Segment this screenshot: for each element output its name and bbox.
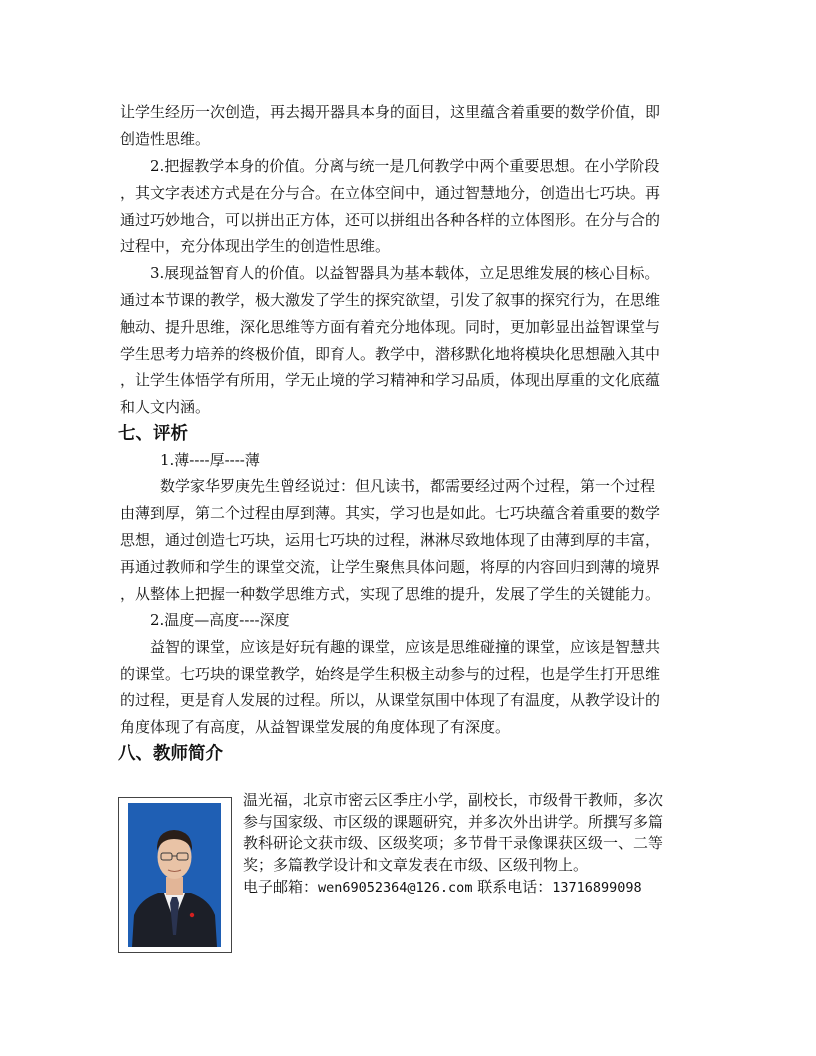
phone-label: 联系电话： <box>472 878 553 896</box>
paragraph-line: 角度体现了有高度，从益智课堂发展的角度体现了有深度。 <box>120 718 511 736</box>
paragraph-line: 3.展现益智育人的价值。以益智器具为基本载体，立足思维发展的核心目标。 <box>150 264 660 282</box>
bio-line: 参与国家级、市区级的课题研究，并多次外出讲学。所撰写多篇 <box>243 813 664 831</box>
email-label: 电子邮箱： <box>243 878 319 896</box>
email-link[interactable]: wen69052364@126.com <box>318 880 473 896</box>
paragraph-line: 和人文内涵。 <box>120 398 211 416</box>
contact-line <box>243 877 703 900</box>
paragraph-line: 的课堂。七巧块的课堂教学，始终是学生积极主动参与的过程，也是学生打开思维 <box>120 665 661 683</box>
phone-number: 13716899098 <box>552 880 642 896</box>
paragraph-line: ，让学生体悟学有所用，学无止境的学习精神和学习品质，体现出厚重的文化底蕴 <box>120 371 661 389</box>
subheading: 1.薄----厚----薄 <box>160 451 260 469</box>
section-heading-review: 七、评析 <box>118 424 188 444</box>
paragraph-line: ，其文字表述方式是在分与合。在立体空间中，通过智慧地分，创造出七巧块。再 <box>120 184 661 202</box>
paragraph-line: 再通过教师和学生的课堂交流，让学生聚焦具体问题，将厚的内容回归到薄的境界 <box>120 558 661 576</box>
paragraph-line: 通过本节课的教学，极大激发了学生的探究欲望，引发了叙事的探究行为，在思维 <box>120 291 661 309</box>
paragraph-line: 的过程，更是育人发展的过程。所以，从课堂氛围中体现了有温度，从教学设计的 <box>120 691 661 709</box>
paragraph-line: 创造性思维。 <box>120 130 211 148</box>
paragraph-line: ，从整体上把握一种数学思维方式，实现了思维的提升，发展了学生的关键能力。 <box>120 585 661 603</box>
subheading: 2.温度—高度----深度 <box>150 611 290 629</box>
paragraph-line: 学生思考力培养的终极价值，即育人。教学中，潜移默化地将模块化思想融入其中 <box>120 345 661 363</box>
paragraph-line: 思想，通过创造七巧块，运用七巧块的过程，淋淋尽致地体现了由薄到厚的丰富， <box>120 531 661 549</box>
bio-line: 温光福，北京市密云区季庄小学，副校长，市级骨干教师，多次 <box>243 791 664 809</box>
paragraph-line: 过程中，充分体现出学生的创造性思维。 <box>120 237 391 255</box>
paragraph-line: 由薄到厚，第二个过程由厚到薄。其实，学习也是如此。七巧块蕴含着重要的数学 <box>120 504 661 522</box>
bio-line: 奖；多篇教学设计和文章发表在市级、区级刊物上。 <box>243 856 589 874</box>
paragraph-line: 通过巧妙地合，可以拼出正方体，还可以拼组出各种各样的立体图形。在分与合的 <box>120 211 661 229</box>
section-heading-teacher-intro: 八、教师简介 <box>118 744 223 764</box>
bio-line: 教科研论文获市级、区级奖项；多节骨干录像课获区级一、二等 <box>243 834 664 852</box>
paragraph-line: 让学生经历一次创造，再去揭开器具本身的面目，这里蕴含着重要的数学价值，即 <box>120 103 661 121</box>
paragraph-line: 益智的课堂，应该是好玩有趣的课堂，应该是思维碰撞的课堂，应该是智慧共 <box>150 638 661 656</box>
paragraph-line: 数学家华罗庚先生曾经说过：但凡读书，都需要经过两个过程，第一个过程 <box>160 477 656 495</box>
paragraph-line: 2.把握教学本身的价值。分离与统一是几何教学中两个重要思想。在小学阶段 <box>150 157 660 175</box>
paragraph-line: 触动、提升思维，深化思维等方面有着充分地体现。同时，更加彰显出益智课堂与 <box>120 318 661 336</box>
teacher-photo-frame <box>118 797 232 953</box>
teacher-photo <box>128 803 221 947</box>
